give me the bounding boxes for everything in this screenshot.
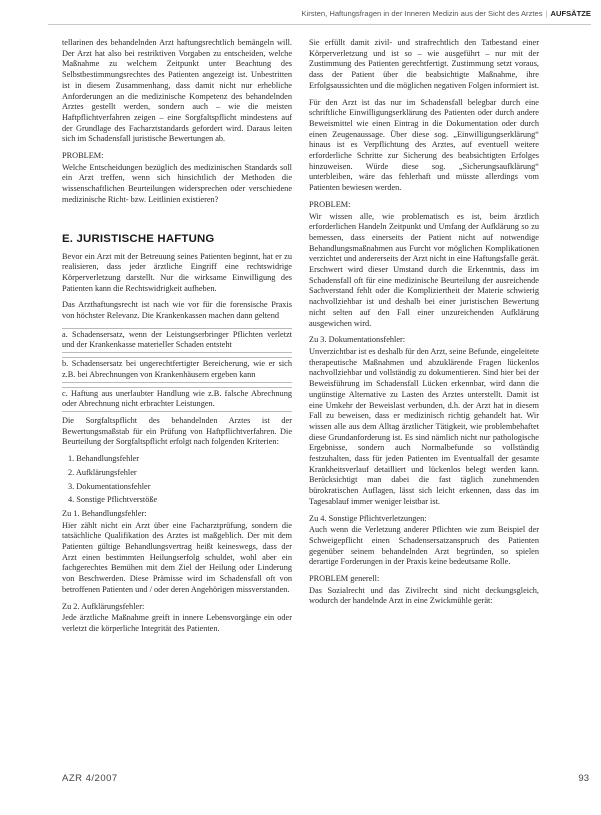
paragraph: Jede ärztliche Maßnahme greift in innere Lebensvorgänge ein oder verletzt die körperliche Integrität des Patienten.	[62, 613, 292, 633]
paragraph: Die Sorgfaltspflicht des behandelnden Arztes ist der Bewertungsmaßstab für ein Prüfung von Haftpflichtverfahren. Die Beurteilung der Sorgfaltspflicht erfolgt nach folgenden Kriterien:	[62, 415, 292, 447]
subheading-information-error: Zu 2. Aufklärungsfehler:	[62, 601, 145, 611]
paragraph: Das Sozialrecht und das Zivilrecht sind nicht deckungsgleich, wodurch der handelnde Arzt in eine Zwickmühle gerät:	[309, 585, 539, 606]
paragraph: Für den Arzt ist das nur im Schadensfall belegbar durch eine schriftliche Einwilligungserklärung des Patienten oder durch andere Beweismittel wie einen Eintrag in die Dokumentation oder durch einen Zeugenaussage. Über diese sog. „Einwilligungserklärung“ hinaus ist es Verpflichtung des Arztes, auf eventuell weitere erforderliche Schritte zur Sicherung des beabsichtigten Erfolges hinzuweisen. Würde diese sog. „Sicherungsaufklärung“ unterbleiben, wäre das fehlerhaft und müsste allerdings vom Patienten bewiesen werden.	[309, 97, 539, 193]
header-rule	[48, 24, 591, 25]
paragraph: Unverzichtbar ist es deshalb für den Arzt, seine Befunde, eingeleitete therapeutische Maßnahmen und abzuklärende Fragen lückenlos nachvollziehbar und vollständig zu dokumentieren. Sind hier bei der Beweisführung im Schadensfall Lücken erkennbar, wird dann die ungünstige Alternative zu Lasten des Arztes unterstellt. Damit ist eine Umkehr der Beweislast verbunden, d.h. der Arzt hat in diesem Fall zu beweisen, dass er medizinisch richtig gehandelt hat. Wir wissen alle aus dem Alltag ärztlicher Tätigkeit, wie problembehaftet diese Grundanforderung ist. Es sind nämlich nicht nur pathologische Ergebnisse, sondern auch Normalbefunde so vollständig festzuhalten, dass für jeden Patienten im Eventualfall der gesamte Krankheitsverlauf detailliert und lückenlos belegt werden kann. Berücksichtigt man dabei die fast täglich zunehmenden bürokratischen Auflagen, lässt sich leicht erkennen, dass das im Tagesablauf immer weniger leistbar ist.	[309, 346, 539, 506]
paragraph: tellarinen des behandelnden Arzt haftungsrechtlich bemängeln will. Der Arzt hat also bei restriktiven Vorgaben zu entscheiden, welche Maßnahme zu welchem Zeitpunkt unter Beachtung des Selbstbestimmungsrechtes des Patienten angezeigt ist. Unbestritten ist in diesem Zusammenhang, dass damit nicht nur erhebliche Anforderungen an die medizinische Kompetenz des behandelnden Arztes gestellt werden, sondern auch – wie die meisten Haftpflichtverfahren zeigen – eine Sorgfaltspflicht mindestens auf der Grundlage des Facharztstandards gefordert wird. Daraus leiten sich im Schadensfall juristische Bewertungen ab.	[62, 38, 292, 144]
list-item-a: a. Schadensersatz, wenn der Leistungserbringer Pflichten verletzt und der Krankenkasse materieller Schaden entsteht	[62, 328, 292, 353]
paragraph: Auch wenn die Verletzung anderer Pflichten wie zum Beispiel der Schweigepflicht einen Schadensersatzanspruch des Patienten gegenüber seinem behandelnden Arzt begründen, so spielen derartige Forderungen in der Praxis keine bedeutsame Rolle.	[309, 525, 539, 567]
subheading-other-violations: Zu 4. Sonstige Pflichtverletzungen:	[309, 513, 427, 523]
paragraph: Das Arzthaftungsrecht ist nach wie vor für die forensische Praxis von höchster Relevanz. Die Krankenkassen machen dann geltend	[62, 300, 292, 321]
criterion-3: 3. Dokumentationsfehler	[68, 481, 151, 491]
problem-label: PROBLEM:	[309, 199, 351, 209]
criterion-2: 2. Aufklärungsfehler	[68, 467, 137, 477]
subheading-documentation-error: Zu 3. Dokumentationsfehler:	[309, 335, 406, 345]
paragraph: Hier zählt nicht ein Arzt über eine Facharztprüfung, sondern die tatsächliche Qualifikation des Arztes ist maßgeblich. Der mit dem Patienten gültige Behandlungsvertrag heißt keineswegs, dass der Arzt einen bestimmten Heilungserfolg schuldet, wohl aber ein fachgerechtes Bemühen mit dem Ziel der Heilung oder Linderung von Beschwerden. Diese Prämisse wird im Schadensfall oft von betroffenen Patienten und / oder deren Angehörigen missverstanden.	[62, 520, 292, 594]
journal-issue: AZR 4/2007	[62, 773, 118, 784]
criterion-4: 4. Sonstige Pflichtverstöße	[68, 495, 158, 505]
list-item-b: b. Schadensersatz bei ungerechtfertigter Bereicherung, wie er sich z.B. bei Abrechnungen von Krankenhäusern ergeben kann	[62, 357, 292, 382]
problem-label: PROBLEM:	[62, 151, 104, 161]
subheading-treatment-error: Zu 1. Behandlungsfehler:	[62, 508, 147, 518]
running-header	[301, 9, 591, 18]
left-column	[62, 38, 292, 641]
section-label: AUFSÄTZE	[550, 9, 591, 18]
section-heading: E. JURISTISCHE HAFTUNG	[62, 232, 215, 245]
page-number: 93	[578, 773, 589, 784]
paragraph: Bevor ein Arzt mit der Betreuung seines Patienten beginnt, hat er zu realisieren, dass jeder ärztliche Eingriff eine rechtswidrige Körperverletzung darstellt. Nur die wirksame Einwilligung des Patienten kann die Rechtswidrigkeit aufheben.	[62, 251, 292, 293]
problem-general-label: PROBLEM generell:	[309, 574, 380, 584]
list-item-c: c. Haftung aus unerlaubter Handlung wie z.B. falsche Abrechnung oder Abrechnung nicht erbrachter Leistungen.	[62, 387, 292, 412]
paragraph: Wir wissen alle, wie problematisch es ist, beim ärztlich erforderlichen Handeln Zeitpunkt und Umfang der Aufklärung so zu bemessen, dass einerseits der Patient nicht auf notwendige Behandlungsmaßnahmen aus Furcht vor möglichen Komplikationen verzichtet und andererseits der Arzt nicht in eine Haftungsfalle gerät. Erschwert wird dieser Umstand durch die Erkenntnis, dass im Schadensfall oft für eine medizinische Beurteilung der ausreichende Sachverstand fehlt oder die Kompliziertheit der Materie schwierig nachvollziehbar ist und deshalb bei einer juristischen Bewertung nicht selten auf den Fall einer unzureichenden Aufklärung ausgewichen wird.	[309, 211, 539, 328]
paragraph: Sie erfüllt damit zivil- und strafrechtlich den Tatbestand einer Körperverletzung und ist so – wie ausgeführt – nur mit der Zustimmung des Patienten gerechtfertigt. Zustimmung setzt voraus, dass der Patient über die beabsichtigte Maßnahme, ihre Erfolgsaussichten und die möglichen negativen Folgen informiert ist.	[309, 38, 539, 90]
criterion-1: 1. Behandlungsfehler	[68, 454, 139, 464]
right-column	[309, 38, 539, 613]
paragraph: Welche Entscheidungen bezüglich des medizinischen Standards soll ein Arzt treffen, wenn sich hinsichtlich der Methoden die wissenschaftlichen Beurteilungen widersprechen oder verschiedene medizinische Richt- bzw. Leitlinien existieren?	[62, 162, 292, 204]
header-separator: |	[545, 9, 548, 18]
running-title: Kirsten, Haftungsfragen in der Inneren Medizin aus der Sicht des Arztes	[301, 9, 543, 18]
